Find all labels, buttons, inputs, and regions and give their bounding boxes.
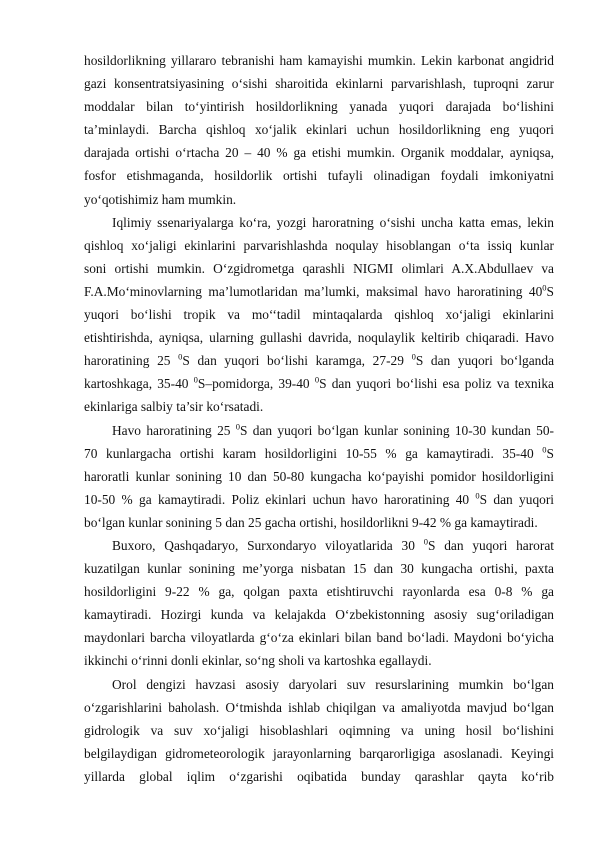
text-line: haroratining 25 $^0$S dan yuqori bo‘lishi karamga, 27-29 $^0$S dan yuqori bo‘lganda: [84, 351, 554, 369]
text-line: darajada ortishi o‘rtacha 20 – 40 % ga etishi mumkin. Organik moddalar, ayniqsa,: [84, 145, 554, 161]
text-line: etishtirishda, ayniqsa, ularning gullashi davrida, noqulaylik keltirib chiqaradi. Havo: [84, 330, 554, 346]
text-line: ekinlariga salbiy ta’sir ko‘rsatadi.: [84, 399, 264, 415]
text-line: bo‘lgan kunlar sonining 5 dan 25 gacha ortishi, hosildorlikni 9-42 % ga kamaytiradi.: [84, 514, 538, 530]
text-line: F.A.Mo‘minovlarning ma’lumotlaridan ma’lumki, maksimal havo haroratining $40^0S$: [84, 282, 554, 299]
text-line: yo‘qotishimiz ham mumkin.: [84, 191, 237, 207]
text-line: kuzatilgan kunlar sonining me’yorga nisbatan 15 dan 30 kungacha ortishi, paxta: [84, 561, 554, 577]
text-line: gidrologik va suv xo‘jaligi hisoblashlari oqimning va uning hosil bo‘lishini: [84, 722, 554, 738]
text-line: yuqori bo‘lishi tropik va mo‘‘tadil mintaqalarda qishloq xo‘jaligi ekinlarini: [84, 307, 554, 323]
text-line: hosildorligini 9-22 % ga, qolgan paxta etishtiruvchi rayonlarda esa 0-8 % ga: [84, 584, 554, 600]
text-line: Orol dengizi havzasi asosiy daryolari suv resurslarining mumkin bo‘lgan: [112, 676, 554, 692]
text-line: ta’minlaydi. Barcha qishloq xo‘jalik ekinlari uchun hosildorlikning eng yuqori: [84, 122, 554, 138]
text-line: fosfor etishmaganda, hosildorlik ortishi tufayli olinadigan foydali imkoniyatni: [84, 168, 554, 184]
text-line: maydonlari barcha viloyatlarda g‘o‘za ekinlari bilan band bo‘ladi. Maydoni bo‘yicha: [84, 630, 554, 646]
text-line: o‘zgarishlarini baholash. O‘tmishda ishlab chiqilgan va amaliyotda mavjud bo‘lgan: [84, 699, 554, 715]
body-text: [84, 49, 554, 788]
text-line: hosildorlikning yillararo tebranishi ham kamayishi mumkin. Lekin karbonat angidrid: [84, 53, 554, 68]
text-line: haroratli kunlar sonining 10 dan 50-80 kungacha ko‘payishi pomidor hosildorligini: [84, 468, 554, 484]
text-line: ikkinchi o‘rinni donli ekinlar, so‘ng sholi va kartoshka egallaydi.: [84, 653, 432, 669]
text-line: yillarda global iqlim o‘zgarishi oqibatida bunday qarashlar qayta ko‘rib: [84, 768, 554, 784]
text-line: Buxoro, Qashqadaryo, Surxondaryo viloyatlarida 30 $^0$S dan yuqori harorat: [112, 536, 554, 553]
text-line: moddalar bilan to‘yintirish hosildorlikning yanada yuqori darajada bo‘lishini: [84, 99, 554, 115]
text-line: 10-50 % ga kamaytiradi. Poliz ekinlari uchun havo haroratining 40 $^0$S dan yuqori: [84, 490, 554, 507]
text-line: kamaytiradi. Hozirgi kunda va kelajakda O‘zbekistonning asosiy sug‘oriladigan: [84, 607, 554, 623]
text-line: soni ortishi mumkin. O‘zgidrometga qarashli NIGMI olimlari A.X.Abdullaev va: [84, 260, 554, 276]
text-line: qishloq xo‘jaligi ekinlarini parvarishlashda noqulay hisoblangan o‘ta issiq kunlar: [84, 237, 554, 253]
text-line: Iqlimiy ssenariyalarga ko‘ra, yozgi haroratning o‘sishi uncha katta emas, lekin: [112, 214, 554, 230]
text-line: gazi konsentratsiyasining o‘sishi sharoitida ekinlarni parvarishlash, tuproqni zarur: [84, 76, 554, 92]
text-line: Havo haroratining 25 $^0$S dan yuqori bo‘lgan kunlar sonining 10-30 kundan 50-: [112, 421, 554, 438]
text-line: 70 kunlargacha ortishi karam hosildorligini 10-55 % ga kamaytiradi. 35-40 $^0$S: [84, 444, 554, 461]
text-line: belgilaydigan gidrometeorologik jarayonlarning barqarorligiga asoslanadi. Keyingi: [84, 745, 554, 761]
text-line: kartoshkaga, 35-40 $^0$S–pomidorga, 39-40 $^0$S dan yuqori bo‘lishi esa poliz va texnika: [84, 374, 554, 392]
